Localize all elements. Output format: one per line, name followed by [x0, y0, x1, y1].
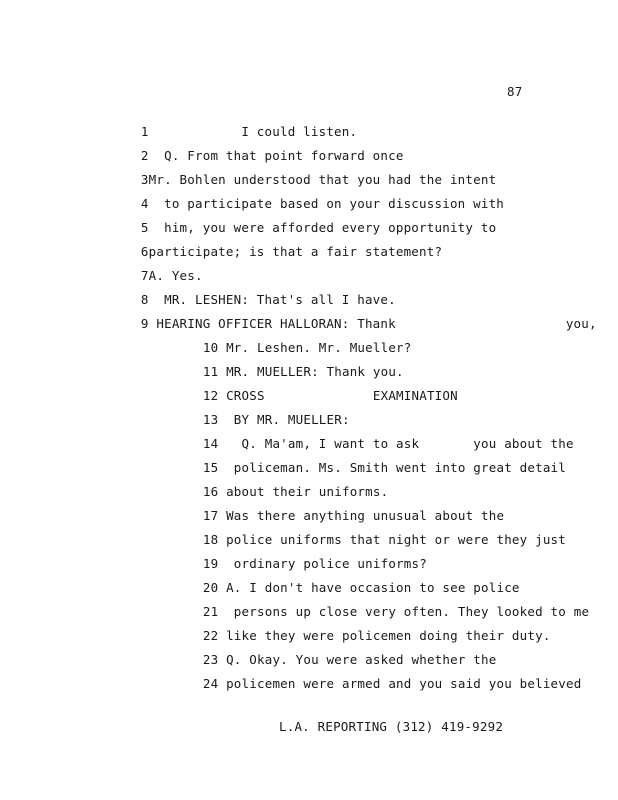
line-text: MR. MUELLER: Thank you. [218, 364, 404, 379]
line-number: 11 [202, 364, 219, 379]
line-number: 10 [202, 340, 219, 355]
reporter-footer: L.A. REPORTING (312) 419-9292 [279, 719, 504, 734]
line-text: Was there anything unusual about the [218, 508, 505, 523]
line-number: 12 [202, 388, 219, 403]
line-number: 15 [202, 460, 219, 475]
transcript-line-24 [172, 660, 581, 708]
line-text: Mr. Leshen. Mr. Mueller? [218, 340, 412, 355]
line-text: BY MR. MUELLER: [218, 412, 350, 427]
line-text: HEARING OFFICER HALLORAN: Thank you, [148, 316, 597, 331]
line-text: CROSS EXAMINATION [218, 388, 458, 403]
line-text: I could listen. [148, 124, 358, 139]
line-text: MR. LESHEN: That's all I have. [148, 292, 396, 307]
line-number: 3 [140, 172, 149, 187]
line-text: Q. Ma'am, I want to ask you about the [218, 436, 574, 451]
line-number: 19 [202, 556, 219, 571]
line-number: 22 [202, 628, 219, 643]
line-text: to participate based on your discussion with [148, 196, 505, 211]
line-number: 13 [202, 412, 219, 427]
line-number: 17 [202, 508, 219, 523]
line-text: about their uniforms. [218, 484, 389, 499]
line-number: 16 [202, 484, 219, 499]
line-text: like they were policemen doing their duty. [218, 628, 551, 643]
line-number: 14 [202, 436, 219, 451]
line-number: 20 [202, 580, 219, 595]
line-number: 5 [140, 220, 149, 235]
line-number: 4 [140, 196, 149, 211]
line-text: participate; is that a fair statement? [148, 244, 443, 259]
line-number: 8 [140, 292, 149, 307]
line-text: ordinary police uniforms? [218, 556, 427, 571]
line-number: 23 [202, 652, 219, 667]
line-number: 9 [140, 316, 149, 331]
line-text: him, you were afforded every opportunity to [148, 220, 497, 235]
line-number: 6 [140, 244, 149, 259]
line-text: Mr. Bohlen understood that you had the intent [148, 172, 497, 187]
line-text: police uniforms that night or were they just [218, 532, 567, 547]
line-number: 21 [202, 604, 219, 619]
line-number: 7 [140, 268, 149, 283]
line-text: policeman. Ms. Smith went into great detail [218, 460, 567, 475]
line-number: 2 [140, 148, 149, 163]
line-text: A. I don't have occasion to see police [218, 580, 520, 595]
line-text: Q. From that point forward once [148, 148, 404, 163]
line-text: persons up close very often. They looked to me [218, 604, 590, 619]
line-text: policemen were armed and you said you believed [218, 676, 582, 691]
line-text: Q. Okay. You were asked whether the [218, 652, 497, 667]
line-text: A. Yes. [148, 268, 203, 283]
line-number: 18 [202, 532, 219, 547]
line-number: 1 [140, 124, 149, 139]
line-number: 24 [202, 676, 219, 691]
page-number: 87 [507, 84, 523, 99]
